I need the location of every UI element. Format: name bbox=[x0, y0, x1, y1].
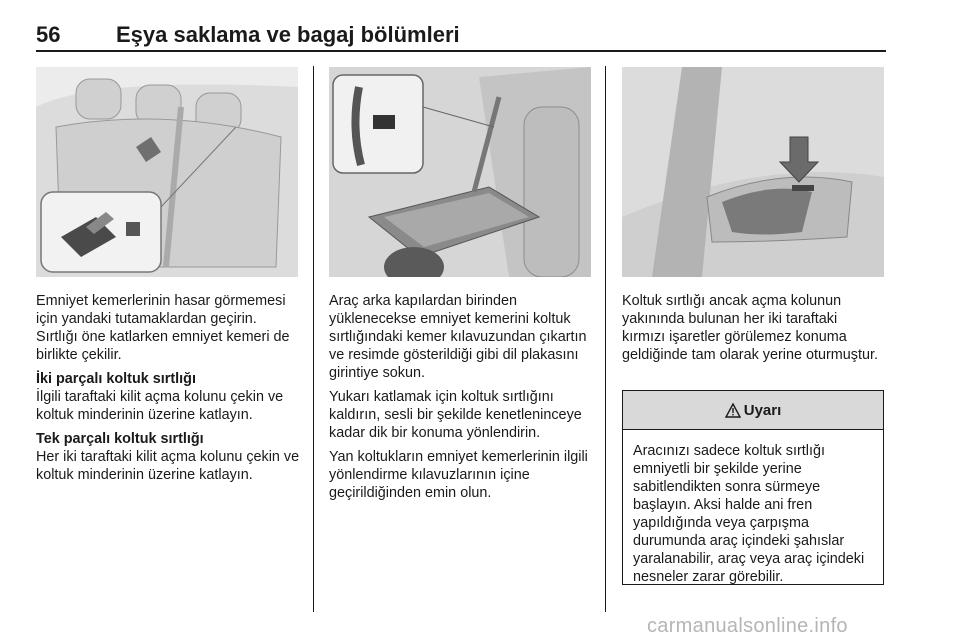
left-column-text bbox=[36, 292, 301, 490]
folded-seat-drawing bbox=[329, 67, 591, 277]
seat-release-illustration bbox=[622, 67, 884, 277]
warning-title: Uyarı bbox=[743, 401, 782, 419]
belt-check-paragraph: Yan koltukların emniyet kemerlerinin ilgili yönlendirme kılavuzlarının içine geçirildiğinden emin olun. bbox=[329, 449, 588, 501]
one-piece-heading: Tek parçalı koltuk sırtlığı bbox=[36, 431, 204, 447]
column-divider-1 bbox=[313, 66, 314, 612]
page-header bbox=[36, 22, 886, 52]
two-piece-paragraph: İlgili taraftaki kilit açma kolunu çekin ve koltuk minderinin üzerine katlayın. bbox=[36, 389, 284, 423]
page-title: Eşya saklama ve bagaj bölümleri bbox=[116, 22, 460, 47]
intro-paragraph: Emniyet kemerlerinin hasar görmemesi için yandaki tutamaklardan geçirin. Sırtlığı öne katlarken emniyet kemeri de birlikte çekilir. bbox=[36, 293, 290, 363]
one-piece-paragraph: Her iki taraftaki kilit açma kolunu çekin ve koltuk minderinin üzerine katlayın. bbox=[36, 449, 300, 483]
watermark: carmanualsonline.info bbox=[647, 615, 848, 637]
right-column-text bbox=[622, 292, 884, 370]
two-piece-heading: İki parçalı koltuk sırtlığı bbox=[36, 371, 196, 387]
warning-box bbox=[622, 390, 884, 585]
warning-header bbox=[623, 391, 883, 430]
belt-guide-paragraph: Araç arka kapılardan birinden yüklenecekse emniyet kemerini koltuk sırtlığındaki kemer kılavuzundan çıkartın ve resimde gösterildiği gibi dil plakasını girintiye sokun. bbox=[329, 293, 587, 381]
rear-seat-drawing bbox=[36, 67, 298, 277]
warning-triangle-icon bbox=[725, 403, 741, 418]
rear-seat-illustration bbox=[36, 67, 298, 277]
seat-release-drawing bbox=[622, 67, 884, 277]
page-number: 56 bbox=[36, 22, 61, 47]
middle-column-text bbox=[329, 292, 591, 508]
latch-paragraph: Koltuk sırtlığı ancak açma kolunun yakınında bulunan her iki taraftaki kırmızı işaretler görülemez konuma geldiğinde tam olarak yerine oturmuştur. bbox=[622, 293, 878, 363]
fold-up-paragraph: Yukarı katlamak için koltuk sırtlığını kaldırın, sesli bir şekilde kenetleninceye kadar dik bir konuma yönlendirin. bbox=[329, 389, 582, 441]
column-divider-2 bbox=[605, 66, 606, 612]
warning-body: Aracınızı sadece koltuk sırtlığı emniyetli bir şekilde yerine sabitlendikten sonra sürmeye başlayın. Aksi halde ani fren yapıldığında veya çarpışma durumunda araç içindeki şahıslar yaralanabilir, araç veya araç içindeki nesneler zarar görebilir. bbox=[633, 443, 865, 585]
folded-seat-illustration bbox=[329, 67, 591, 277]
header-divider bbox=[36, 50, 886, 52]
